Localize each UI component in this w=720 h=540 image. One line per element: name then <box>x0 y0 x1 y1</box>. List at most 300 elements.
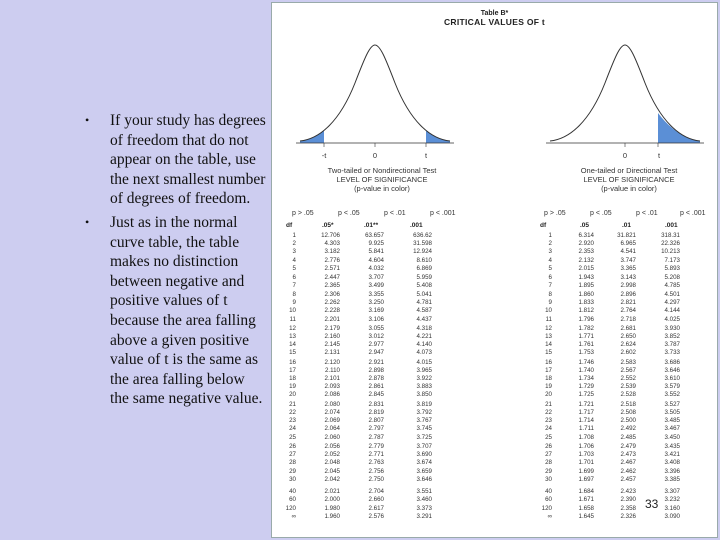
table-cell: 8.610 <box>416 256 432 264</box>
sig-label: p < .001 <box>430 210 456 217</box>
table-cell: 3.396 <box>664 467 680 475</box>
table-cell: 3.552 <box>664 391 680 399</box>
table-cell: 2.462 <box>620 467 636 475</box>
table-cell: 2.571 <box>324 264 340 272</box>
table-cell: 2.528 <box>620 391 636 399</box>
table-cell: 2.845 <box>368 391 384 399</box>
table-cell: 1.833 <box>578 298 594 306</box>
table-row <box>272 468 718 476</box>
table-cell: 3.450 <box>664 433 680 441</box>
caption-line: LEVEL OF SIGNIFICANCE <box>583 175 675 184</box>
table-cell: 2.750 <box>368 475 384 483</box>
table-cell: 28 <box>289 459 296 467</box>
table-cell: 2.423 <box>620 488 636 496</box>
table-cell: 24 <box>289 425 296 433</box>
col-header: .001 <box>665 222 678 229</box>
table-cell: 29 <box>545 467 552 475</box>
table-cell: 1.721 <box>578 400 594 408</box>
table-cell: 2.179 <box>324 324 340 332</box>
table-cell: 3.646 <box>664 366 680 374</box>
table-cell: 3.460 <box>416 496 432 504</box>
one-tailed-curve <box>540 33 710 165</box>
table-cell: 4.144 <box>664 307 680 314</box>
table-row <box>272 417 718 425</box>
table-row <box>272 409 718 417</box>
col-header: .01 <box>622 222 632 229</box>
table-cell: 2.201 <box>324 316 340 324</box>
bullet-list <box>82 111 267 413</box>
table-cell: 3.965 <box>416 366 432 374</box>
sig-label: p < .001 <box>680 210 706 217</box>
table-cell: 3.143 <box>620 274 636 282</box>
table-cell: 3.055 <box>368 324 384 332</box>
table-cell: 2.779 <box>368 443 384 450</box>
table-cell: 4.781 <box>416 298 432 306</box>
table-cell: 2.086 <box>324 391 340 399</box>
table-cell: 2.552 <box>620 375 636 382</box>
table-cell: 3.922 <box>416 375 432 382</box>
table-cell: 2.602 <box>620 349 636 357</box>
table-cell: 3.012 <box>368 332 384 340</box>
table-cell: 3.792 <box>416 409 432 416</box>
table-cell: 2.447 <box>324 274 340 282</box>
table-cell: 3.485 <box>664 417 680 425</box>
table-cell: 1.943 <box>578 274 594 282</box>
table-cell: 3.551 <box>416 488 432 496</box>
table-cell: 13 <box>545 332 552 340</box>
table-cell: 12 <box>289 324 296 332</box>
table-cell: 3.365 <box>620 264 636 272</box>
table-cell: 2.763 <box>368 459 384 467</box>
table-cell: 3.659 <box>416 467 432 475</box>
col-header: .01** <box>364 222 379 229</box>
table-cell: 3.745 <box>416 425 432 433</box>
table-cell: 1.771 <box>578 332 594 340</box>
table-cell: 2.947 <box>368 349 384 357</box>
table-cell: 2.567 <box>620 366 636 374</box>
table-cell: 5.893 <box>664 264 680 272</box>
table-cell: 3.787 <box>664 341 680 348</box>
table-cell: 60 <box>545 496 552 504</box>
table-cell: 2.583 <box>620 358 636 366</box>
table-cell: 4.297 <box>664 298 680 306</box>
table-cell: 3.725 <box>416 433 432 441</box>
table-cell: 24 <box>545 425 552 433</box>
table-cell: 21 <box>545 400 552 408</box>
table-cell: 4.318 <box>416 324 432 332</box>
table-cell: 3.106 <box>368 316 384 324</box>
caption-line: (p-value in color) <box>601 184 657 193</box>
table-cell: 3.385 <box>664 475 680 483</box>
bullet-item <box>82 111 267 209</box>
table-row <box>272 425 718 433</box>
table-cell: 1.960 <box>324 512 340 520</box>
table-row <box>272 274 718 282</box>
table-cell: 4.437 <box>416 316 432 324</box>
table-row <box>272 240 718 248</box>
table-row <box>272 265 718 273</box>
table-cell: 2.819 <box>368 409 384 416</box>
table-cell: 3.408 <box>664 459 680 467</box>
col-header: .001 <box>410 222 423 229</box>
table-cell: 12 <box>545 324 552 332</box>
table-cell: 5.208 <box>664 274 680 282</box>
right-header-row <box>272 222 718 231</box>
table-cell: 2.771 <box>368 451 384 459</box>
table-cell: 1.708 <box>578 433 594 441</box>
table-cell: 1.895 <box>578 282 594 290</box>
table-row <box>272 341 718 349</box>
sig-label: p < .01 <box>384 210 406 217</box>
table-cell: 2.045 <box>324 467 340 475</box>
axis-label-neg-t: -t <box>321 151 327 160</box>
table-cell: 2.080 <box>324 400 340 408</box>
table-cell: 2.776 <box>324 256 340 264</box>
table-cell: 2.228 <box>324 307 340 314</box>
table-cell: 2.326 <box>620 512 636 520</box>
caption-line: LEVEL OF SIGNIFICANCE <box>336 175 428 184</box>
table-cell: 14 <box>289 341 296 348</box>
table-cell: 3.160 <box>664 504 680 512</box>
t-table-image <box>271 2 718 538</box>
table-cell: 2.896 <box>620 290 636 298</box>
table-cell: 9 <box>292 298 296 306</box>
table-row <box>272 257 718 265</box>
table-cell: 3.505 <box>664 409 680 416</box>
table-cell: 1.746 <box>578 358 594 366</box>
table-cell: 2.457 <box>620 475 636 483</box>
table-cell: 120 <box>285 504 296 512</box>
table-cell: 2.898 <box>368 366 384 374</box>
table-cell: 2 <box>548 240 552 248</box>
table-cell: 4.303 <box>324 240 340 248</box>
table-cell: 2.650 <box>620 332 636 340</box>
table-cell: 6.965 <box>620 240 636 248</box>
table-cell: 1.684 <box>578 488 594 496</box>
table-cell: 2.977 <box>368 341 384 348</box>
table-row <box>272 367 718 375</box>
table-cell: 1.699 <box>578 467 594 475</box>
table-cell: 3.930 <box>664 324 680 332</box>
table-cell: 2.131 <box>324 349 340 357</box>
table-cell: 5.041 <box>416 290 432 298</box>
table-cell: 22 <box>289 409 296 416</box>
table-cell: 1.812 <box>578 307 594 314</box>
table-row <box>272 391 718 399</box>
table-cell: 4.541 <box>620 248 636 256</box>
table-cell: 1.701 <box>578 459 594 467</box>
table-cell: 15 <box>289 349 296 357</box>
table-cell: 2.060 <box>324 433 340 441</box>
table-row <box>272 307 718 315</box>
table-cell: 2.306 <box>324 290 340 298</box>
table-cell: 10 <box>289 307 296 314</box>
table-cell: 12.706 <box>321 232 340 239</box>
table-cell: 30 <box>289 475 296 483</box>
table-row <box>272 232 718 240</box>
table-row <box>272 248 718 256</box>
table-cell: 1.697 <box>578 475 594 483</box>
bullet-text: If your study has degrees of freedom that do not appear on the table, use the next smallest number of degrees of freedom. <box>110 112 266 208</box>
table-title <box>272 9 717 27</box>
table-cell: 2.101 <box>324 375 340 382</box>
table-cell: 636.62 <box>413 232 432 239</box>
table-cell: 2.821 <box>620 298 636 306</box>
table-row <box>272 349 718 357</box>
right-significance-row <box>272 210 718 220</box>
table-cell: 7.173 <box>664 256 680 264</box>
table-cell: 2.500 <box>620 417 636 425</box>
table-cell: 4.140 <box>416 341 432 348</box>
table-cell: 40 <box>289 488 296 496</box>
table-row <box>272 488 718 496</box>
table-cell: 5.959 <box>416 274 432 282</box>
table-row <box>272 316 718 324</box>
table-cell: 2.861 <box>368 383 384 391</box>
table-cell: 3.373 <box>416 504 432 512</box>
bullet-dot: • <box>85 214 90 229</box>
table-cell: 18 <box>289 375 296 382</box>
table-cell: 5.408 <box>416 282 432 290</box>
sig-label: p > .05 <box>292 210 314 217</box>
table-cell: 19 <box>545 383 552 391</box>
table-cell: 318.31 <box>661 232 680 239</box>
table-row <box>272 359 718 367</box>
table-cell: 4.587 <box>416 307 432 314</box>
table-cell: 1.717 <box>578 409 594 416</box>
table-cell: 3.686 <box>664 358 680 366</box>
table-cell: 1.796 <box>578 316 594 324</box>
table-cell: 10.213 <box>661 248 680 256</box>
t-table-rows <box>272 232 718 537</box>
table-cell: 26 <box>545 443 552 450</box>
table-cell: 4.221 <box>416 332 432 340</box>
table-row <box>272 282 718 290</box>
table-cell: 25 <box>289 433 296 441</box>
table-cell: 20 <box>289 391 296 399</box>
table-cell: 2.764 <box>620 307 636 314</box>
table-cell: 1.980 <box>324 504 340 512</box>
table-cell: 2.353 <box>578 248 594 256</box>
table-cell: ∞ <box>291 512 296 520</box>
table-cell: 2.145 <box>324 341 340 348</box>
table-title-line2: CRITICAL VALUES OF t <box>443 17 546 27</box>
table-cell: 2.624 <box>620 341 636 348</box>
table-cell: 3.707 <box>368 274 384 282</box>
caption-line: One-tailed or Directional Test <box>580 166 678 175</box>
table-cell: 3.767 <box>416 417 432 425</box>
table-cell: 2.797 <box>368 425 384 433</box>
table-cell: 1.671 <box>578 496 594 504</box>
table-cell: 17 <box>545 366 552 374</box>
sig-label: p > .05 <box>544 210 566 217</box>
normal-curve <box>300 45 450 141</box>
table-cell: 5.841 <box>368 248 384 256</box>
caption-line: Two-tailed or Nondirectional Test <box>327 166 437 175</box>
table-cell: 7 <box>292 282 296 290</box>
table-cell: 4 <box>292 256 296 264</box>
table-cell: 2.069 <box>324 417 340 425</box>
normal-curve <box>550 45 700 141</box>
table-cell: 1.740 <box>578 366 594 374</box>
table-cell: 3.435 <box>664 443 680 450</box>
table-cell: 2.681 <box>620 324 636 332</box>
table-cell: 27 <box>289 451 296 459</box>
table-cell: 11 <box>545 316 552 324</box>
table-cell: 2.807 <box>368 417 384 425</box>
table-cell: 2.831 <box>368 400 384 408</box>
table-row <box>272 459 718 467</box>
table-cell: 120 <box>541 504 552 512</box>
table-cell: 22.326 <box>661 240 680 248</box>
table-cell: 3.646 <box>416 475 432 483</box>
table-cell: 27 <box>545 451 552 459</box>
table-cell: 7 <box>548 282 552 290</box>
table-cell: 4.785 <box>664 282 680 290</box>
sig-label: p < .05 <box>590 210 612 217</box>
table-row <box>272 383 718 391</box>
caption-line: (p-value in color) <box>354 184 410 193</box>
table-cell: 15 <box>545 349 552 357</box>
table-row <box>272 291 718 299</box>
table-cell: 1.734 <box>578 375 594 382</box>
table-cell: 3.169 <box>368 307 384 314</box>
table-cell: 4 <box>548 256 552 264</box>
table-cell: 6.314 <box>578 232 594 239</box>
table-cell: 8 <box>548 290 552 298</box>
table-cell: 2.921 <box>368 358 384 366</box>
table-cell: 2.390 <box>620 496 636 504</box>
table-cell: 2.015 <box>578 264 594 272</box>
table-cell: 2.787 <box>368 433 384 441</box>
table-cell: 2.074 <box>324 409 340 416</box>
table-cell: 5 <box>292 264 296 272</box>
table-cell: 18 <box>545 375 552 382</box>
table-cell: 22 <box>545 409 552 416</box>
table-cell: 3.499 <box>368 282 384 290</box>
table-cell: 2.093 <box>324 383 340 391</box>
table-cell: 28 <box>545 459 552 467</box>
table-cell: 31.598 <box>413 240 432 248</box>
table-cell: 2.132 <box>578 256 594 264</box>
axis-label-t: t <box>424 151 428 160</box>
right-tail-shade <box>426 130 450 143</box>
table-cell: 29 <box>289 467 296 475</box>
table-cell: 30 <box>545 475 552 483</box>
table-cell: 3.355 <box>368 290 384 298</box>
table-cell: 3.250 <box>368 298 384 306</box>
two-tailed-caption <box>302 166 462 193</box>
table-cell: 3.747 <box>620 256 636 264</box>
table-cell: 8 <box>292 290 296 298</box>
table-cell: 2.718 <box>620 316 636 324</box>
table-cell: 3.610 <box>664 375 680 382</box>
table-cell: 2.467 <box>620 459 636 467</box>
table-row <box>272 299 718 307</box>
table-cell: 16 <box>545 358 552 366</box>
table-cell: 3.421 <box>664 451 680 459</box>
table-cell: 1.729 <box>578 383 594 391</box>
table-cell: 3.850 <box>416 391 432 399</box>
table-cell: 4.015 <box>416 358 432 366</box>
table-row <box>272 401 718 409</box>
page-number: 33 <box>645 497 659 511</box>
table-cell: 2.042 <box>324 475 340 483</box>
left-tail-shade <box>300 130 324 143</box>
table-cell: 1.645 <box>578 512 594 520</box>
table-cell: 25 <box>545 433 552 441</box>
col-header: df <box>540 222 547 229</box>
table-cell: 11 <box>289 316 296 324</box>
table-cell: 2.998 <box>620 282 636 290</box>
table-cell: 17 <box>289 366 296 374</box>
table-cell: 9.925 <box>368 240 384 248</box>
table-cell: 4.025 <box>664 316 680 324</box>
table-cell: 2.110 <box>324 366 340 374</box>
col-header: df <box>286 222 293 229</box>
table-cell: 1.753 <box>578 349 594 357</box>
table-row <box>272 476 718 484</box>
bullet-text: Just as in the normal curve table, the table makes no distinction between negative and positive values of t because the area falling above a given positive value of t is the same as the area falling below the same negative value. <box>110 213 263 408</box>
table-cell: 2.539 <box>620 383 636 391</box>
table-cell: 63.657 <box>365 232 384 239</box>
table-cell: 3.707 <box>416 443 432 450</box>
table-cell: 3.819 <box>416 400 432 408</box>
sig-label: p < .05 <box>338 210 360 217</box>
table-cell: 3.674 <box>416 459 432 467</box>
table-cell: 2.021 <box>324 488 340 496</box>
table-cell: 10 <box>545 307 552 314</box>
table-cell: 2.492 <box>620 425 636 433</box>
table-cell: 23 <box>289 417 296 425</box>
bullet-dot: • <box>85 113 90 127</box>
table-cell: 2.473 <box>620 451 636 459</box>
axis-label-zero: 0 <box>622 151 628 160</box>
table-cell: 1 <box>548 232 552 239</box>
table-cell: 1.658 <box>578 504 594 512</box>
table-cell: 3.232 <box>664 496 680 504</box>
table-cell: 1.711 <box>578 425 594 433</box>
table-cell: 6.869 <box>416 264 432 272</box>
table-cell: 1.782 <box>578 324 594 332</box>
table-cell: 2.056 <box>324 443 340 450</box>
table-cell: 2.920 <box>578 240 594 248</box>
table-cell: 3.307 <box>664 488 680 496</box>
table-row <box>272 333 718 341</box>
table-cell: 4.501 <box>664 290 680 298</box>
axis-label-t: t <box>657 151 661 160</box>
table-row <box>272 513 718 521</box>
table-cell: 3.090 <box>664 512 680 520</box>
col-header: .05 <box>580 222 590 229</box>
table-row <box>272 451 718 459</box>
table-row <box>272 325 718 333</box>
table-cell: 16 <box>289 358 296 366</box>
table-cell: 3.690 <box>416 451 432 459</box>
table-cell: 1.860 <box>578 290 594 298</box>
table-cell: 2.052 <box>324 451 340 459</box>
table-cell: 2.064 <box>324 425 340 433</box>
table-cell: ∞ <box>547 512 552 520</box>
table-cell: 2.160 <box>324 332 340 340</box>
table-cell: 3.579 <box>664 383 680 391</box>
table-cell: 2.518 <box>620 400 636 408</box>
table-cell: 3.883 <box>416 383 432 391</box>
sig-label: p < .01 <box>636 210 658 217</box>
table-cell: 2.479 <box>620 443 636 450</box>
table-cell: 23 <box>545 417 552 425</box>
table-cell: 2.365 <box>324 282 340 290</box>
